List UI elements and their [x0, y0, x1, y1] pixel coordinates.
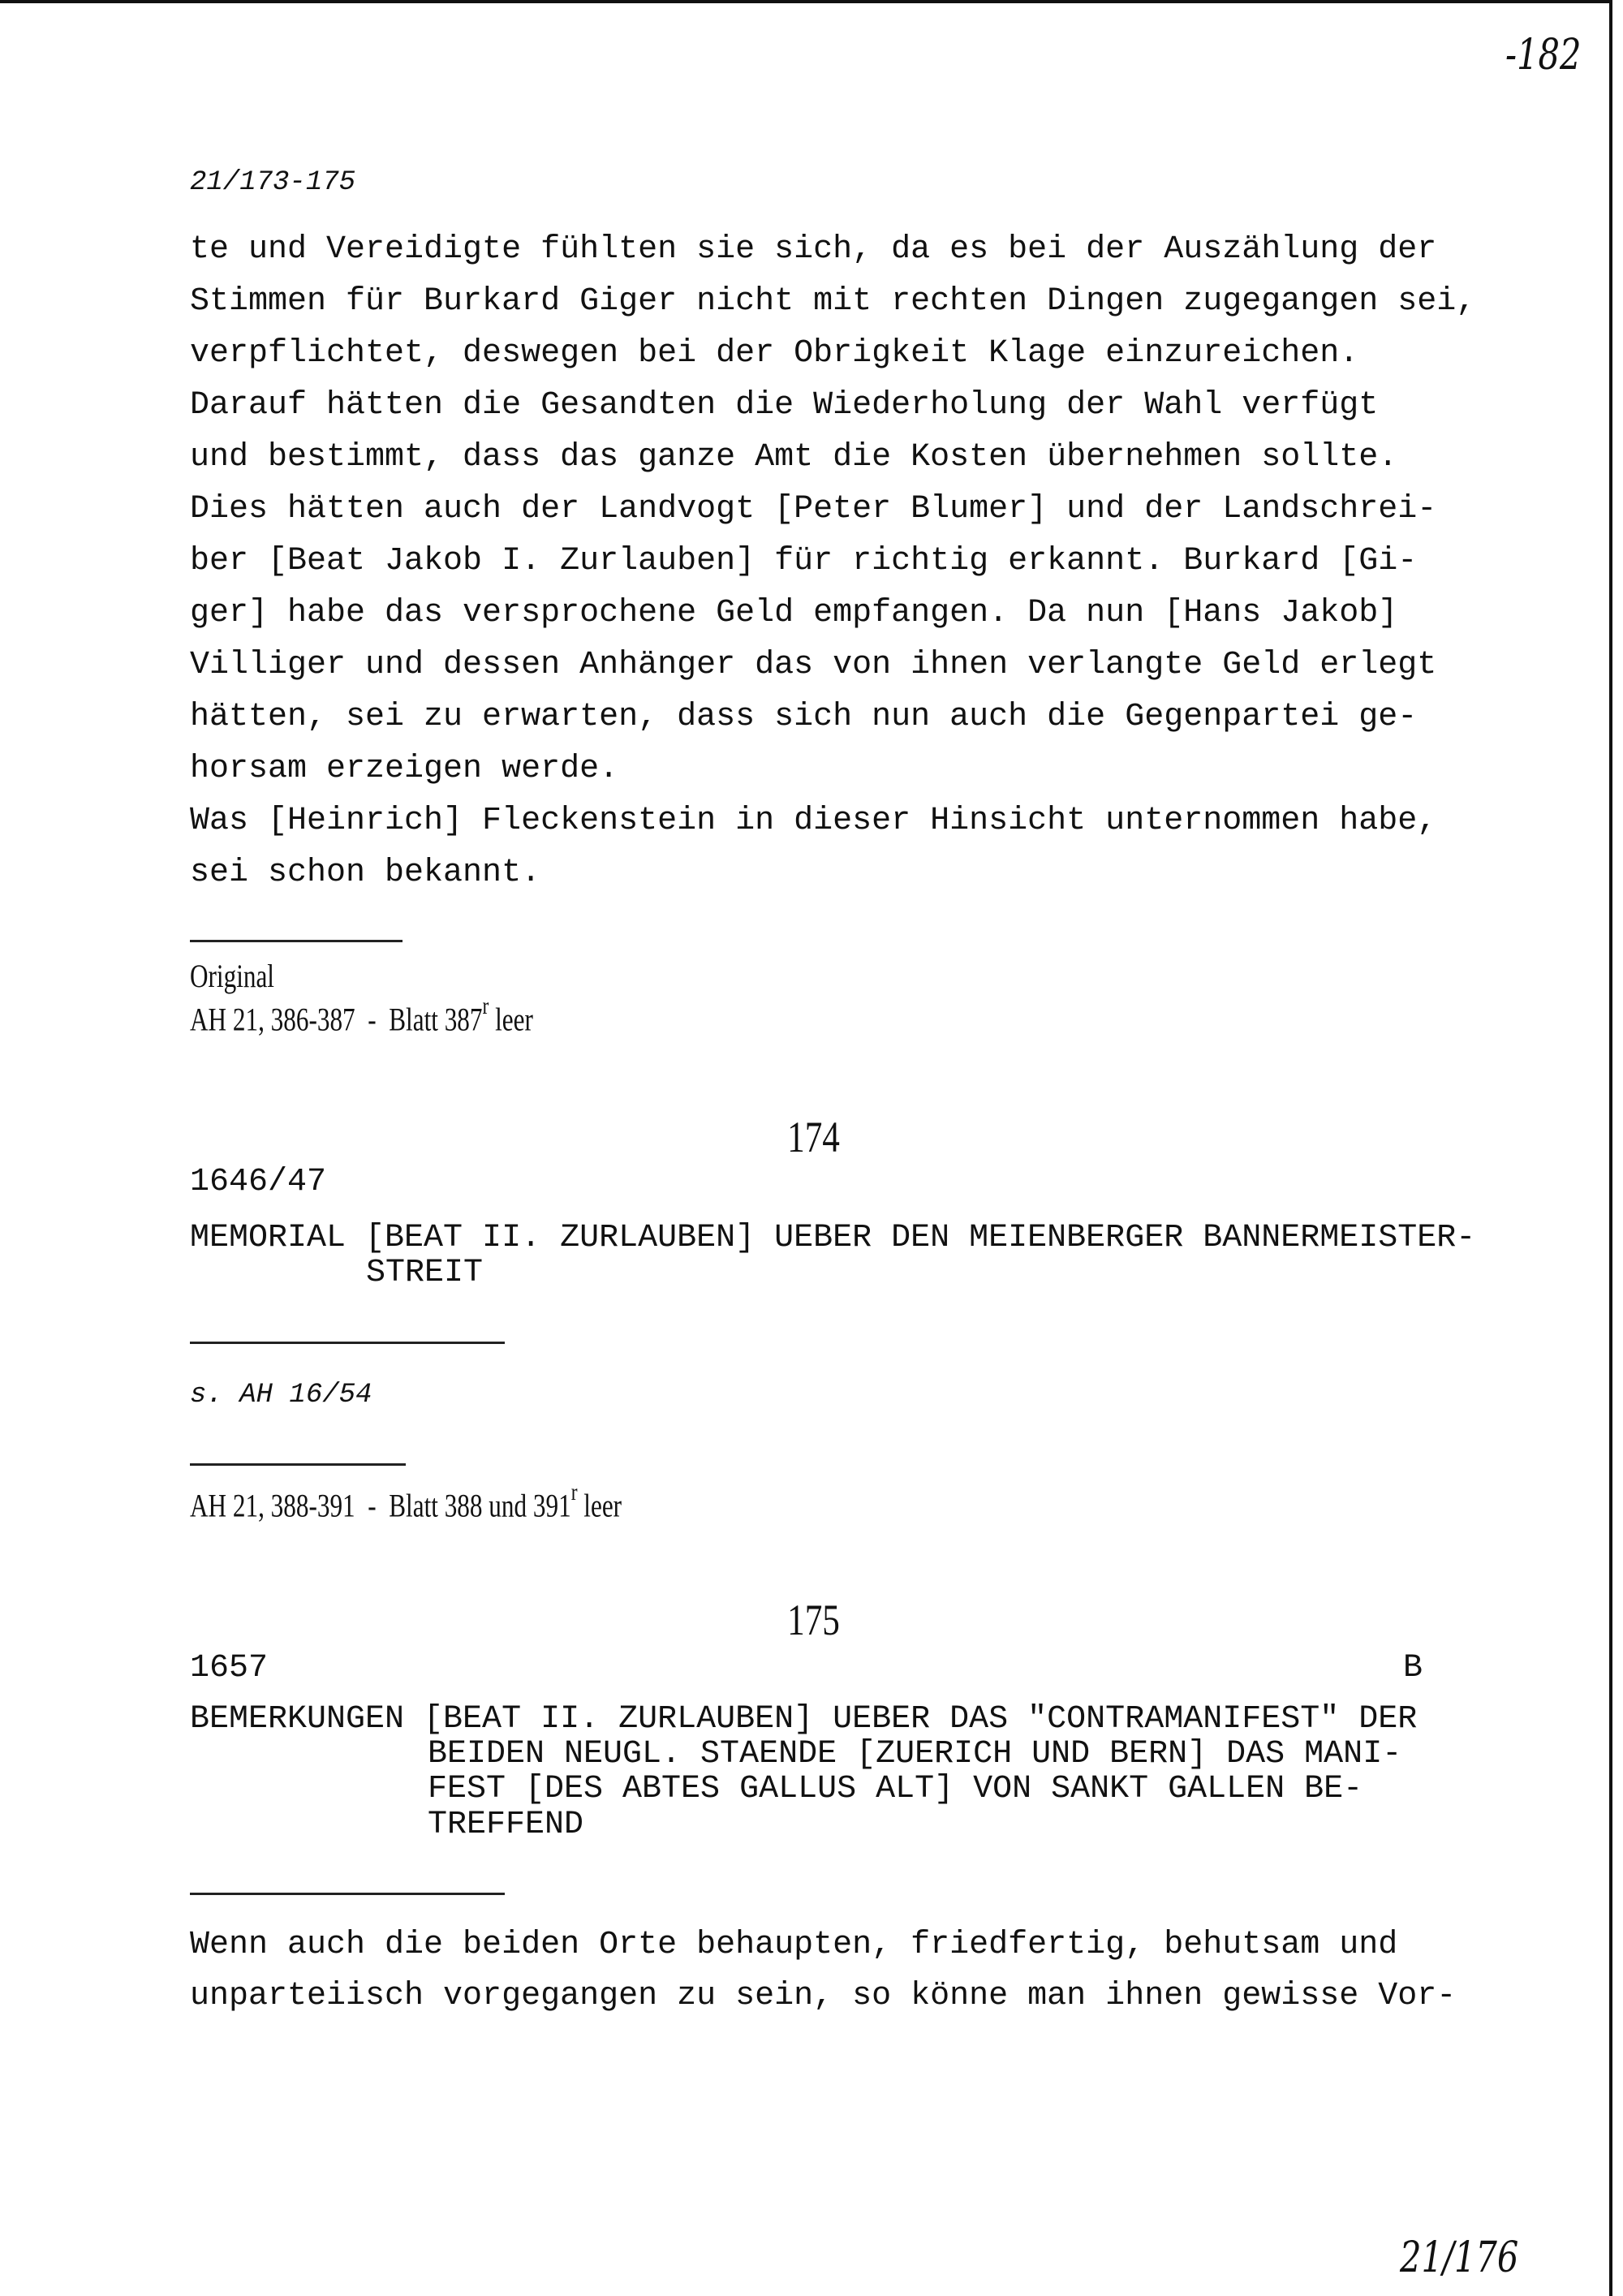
source-ref-text: AH 21, 388-391 - Blatt 388 und 391 [190, 1487, 571, 1524]
body-line: Villiger und dessen Anhänger das von ihnen verlangte Geld erlegt [190, 647, 1437, 683]
body-line: ger] habe das versprochene Geld empfangen. Da nun [Hans Jakob] [190, 595, 1398, 631]
entry-174-source [190, 1477, 622, 1526]
body-line: Stimmen für Burkard Giger nicht mit rechten Dingen zugegangen sei, [190, 283, 1476, 320]
source-label: Original [190, 958, 274, 994]
entry-175-title-cont: FEST [DES ABTES GALLUS ALT] VON SANKT GALLEN BE- [428, 1771, 1363, 1807]
handwritten-page-reference: 21/176 [1400, 2234, 1519, 2282]
body-line: Darauf hätten die Gesandten die Wiederholung der Wahl verfügt [190, 387, 1379, 424]
page-border-top [0, 0, 1611, 3]
entry-175-marker: B [1403, 1650, 1423, 1686]
source-ref-text: AH 21, 386-387 - Blatt 387 [190, 1001, 483, 1038]
recto-sup: r [482, 993, 489, 1019]
entry-175-title-cont: TREFFEND [428, 1807, 584, 1843]
entry-number-174: 174 [787, 1113, 840, 1161]
body-line: Was [Heinrich] Fleckenstein in dieser Hinsicht unternommen habe, [190, 803, 1437, 839]
entry-175-body-line: unparteiisch vorgegangen zu sein, so könne man ihnen gewisse Vor- [190, 1978, 1457, 2014]
source-reference [190, 991, 533, 1040]
divider [190, 1342, 505, 1344]
divider [190, 1463, 406, 1466]
entry-number-175: 175 [787, 1596, 840, 1644]
source-ref-tail: leer [489, 1001, 533, 1038]
entry-175-body-line: Wenn auch die beiden Orte behaupten, friedfertig, behutsam und [190, 1927, 1398, 1963]
body-line: Dies hätten auch der Landvogt [Peter Blumer] und der Landschrei- [190, 491, 1437, 528]
entry-175-date: 1657 [190, 1650, 269, 1686]
entry-175-title-cont: BEIDEN NEUGL. STAENDE [ZUERICH UND BERN] DAS MANI- [428, 1736, 1402, 1773]
see-also-reference: s. AH 16/54 [190, 1380, 372, 1411]
source-ref-tail: leer [577, 1487, 622, 1524]
body-line: hätten, sei zu erwarten, dass sich nun auch die Gegenpartei ge- [190, 699, 1418, 735]
entry-175-title: BEMERKUNGEN [BEAT II. ZURLAUBEN] UEBER DAS "CONTRAMANIFEST" DER [190, 1701, 1418, 1738]
header-reference: 21/173-175 [190, 167, 356, 198]
divider [190, 1893, 505, 1895]
body-line: und bestimmt, dass das ganze Amt die Kosten übernehmen sollte. [190, 439, 1398, 476]
body-line: sei schon bekannt. [190, 855, 541, 891]
page-border-right [1609, 0, 1612, 2296]
body-line: ber [Beat Jakob I. Zurlauben] für richtig erkannt. Burkard [Gi- [190, 543, 1418, 579]
entry-174-date: 1646/47 [190, 1164, 327, 1200]
entry-174-title-cont: STREIT [366, 1255, 484, 1291]
divider [190, 940, 403, 942]
entry-174-title: MEMORIAL [BEAT II. ZURLAUBEN] UEBER DEN MEIENBERGER BANNERMEISTER- [190, 1220, 1476, 1256]
handwritten-folio-number: -182 [1505, 31, 1582, 80]
body-line: horsam erzeigen werde. [190, 751, 619, 787]
recto-sup: r [570, 1479, 578, 1506]
body-line: te und Vereidigte fühlten sie sich, da es bei der Auszählung der [190, 231, 1437, 268]
body-line: verpflichtet, deswegen bei der Obrigkeit Klage einzureichen. [190, 335, 1359, 372]
